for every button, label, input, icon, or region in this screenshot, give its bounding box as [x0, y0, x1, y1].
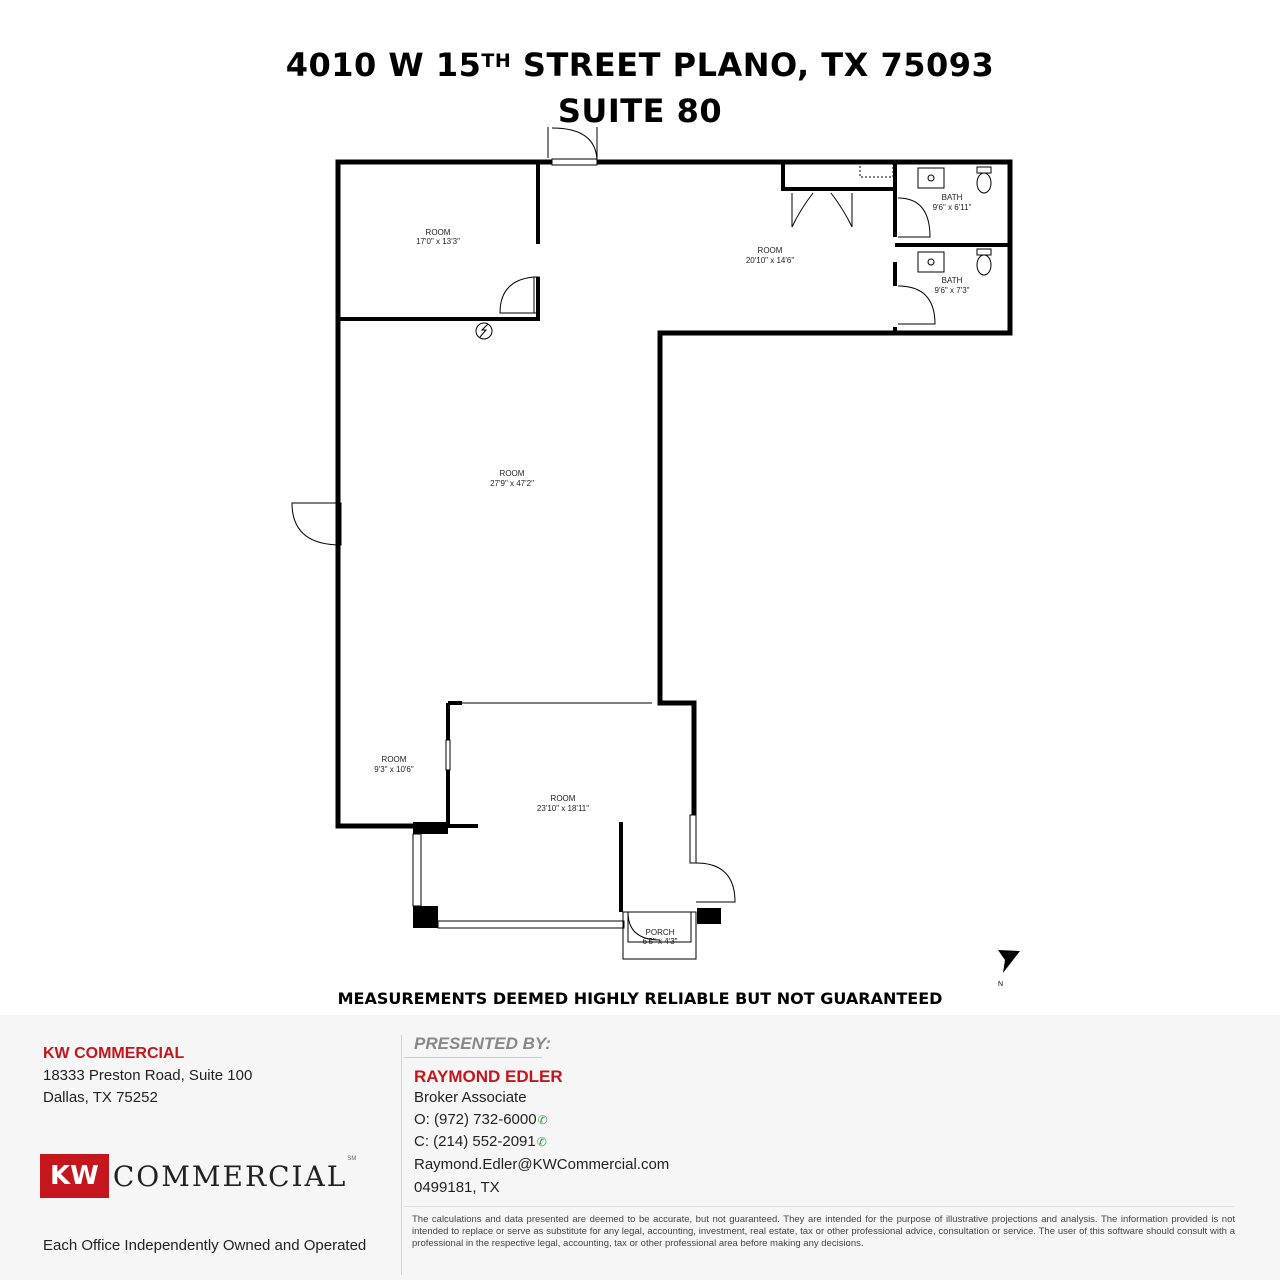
room-name: ROOM [381, 755, 407, 764]
bath-1-label [933, 193, 972, 212]
legal-disclaimer: The calculations and data presented are deemed to be accurate, but not guaranteed. They are intended for the purpose of illustrative projections and analysis. The information provided is not intended to replace or serve as substitute for any legal, accounting, investment, real estate, tax or other professional advice, consultation or service. The user of this software should consult with a professional in the respective legal, accounting, tax or other professional area before making any decisions. [412, 1214, 1235, 1249]
room-name: BATH [941, 276, 963, 285]
north-label: N [998, 981, 1004, 988]
room-dims: 27'9" x 47'2" [490, 479, 534, 488]
room-name: ROOM [425, 228, 451, 237]
room-name: ROOM [499, 469, 525, 478]
address-street-city: STREET PLANO, TX 75093 [511, 46, 995, 84]
kw-logo-text: COMMERCIAL [112, 1159, 348, 1193]
office-address-line2: Dallas, TX 75252 [43, 1089, 158, 1106]
interior-walls [338, 162, 1010, 912]
room-labels [374, 193, 971, 946]
room-entry-label [746, 246, 794, 265]
room-dims: 6'5" x 4'3" [642, 937, 678, 946]
kw-commercial-logo [42, 1156, 356, 1196]
phone-icon[interactable]: ✆ [536, 1135, 547, 1149]
electrical-panel-icon [476, 323, 492, 339]
office-name: KW COMMERCIAL [43, 1045, 185, 1062]
door-swings [292, 128, 935, 940]
agent-name: RAYMOND EDLER [414, 1067, 563, 1086]
agent-title: Broker Associate [414, 1089, 527, 1106]
room-dims: 9'6" x 6'11" [932, 203, 972, 212]
measurement-disclaimer: MEASUREMENTS DEEMED HIGHLY RELIABLE BUT NOT GUARANTEED [337, 989, 943, 1008]
room-dims: 20'10" x 14'6" [745, 256, 795, 265]
suite-label: SUITE 80 [557, 92, 723, 130]
room-name: BATH [941, 193, 963, 202]
bath-fixtures [918, 167, 991, 275]
room-office-label [416, 228, 460, 246]
thin-walls [336, 127, 893, 959]
agent-cell-phone[interactable] [414, 1133, 547, 1150]
phone-icon[interactable]: ✆ [537, 1113, 548, 1127]
room-main-label [490, 469, 534, 488]
room-dims: 9'6" x 7'3" [934, 286, 970, 295]
agent-license: 0499181, TX [414, 1179, 500, 1196]
kw-logo-box: KW [42, 1156, 107, 1196]
agent-email[interactable]: Raymond.Edler@KWCommercial.com [414, 1156, 670, 1173]
address-street-number: 4010 W 15 [285, 46, 482, 84]
office-address-line1: 18333 Preston Road, Suite 100 [43, 1067, 253, 1084]
kw-logo-mark: SM [347, 1156, 357, 1162]
footer-divider [401, 1035, 402, 1275]
cell-phone-text[interactable]: C: (214) 552-2091 [414, 1133, 536, 1150]
bath-2-label [935, 276, 970, 295]
room-dims: 17'0" x 13'3" [416, 237, 460, 246]
room-front-label [537, 794, 589, 813]
presented-by-heading: PRESENTED BY: [414, 1034, 551, 1053]
address-superscript: TH [481, 50, 512, 72]
exterior-walls [338, 162, 1010, 826]
room-dims: 23'10" x 18'11" [536, 804, 590, 813]
presented-by-underline [404, 1057, 542, 1058]
north-arrow-icon [998, 950, 1020, 988]
office-ownership-note: Each Office Independently Owned and Operated [43, 1237, 367, 1254]
legal-divider [404, 1206, 1234, 1207]
room-small-label [374, 755, 414, 774]
room-name: PORCH [645, 928, 675, 937]
porch-label [643, 928, 678, 946]
room-dims: 9'3" x 10'6" [374, 765, 414, 774]
office-phone-text[interactable]: O: (972) 732-6000 [414, 1111, 537, 1128]
room-name: ROOM [550, 794, 576, 803]
room-name: ROOM [757, 246, 783, 255]
agent-office-phone[interactable] [414, 1111, 548, 1128]
